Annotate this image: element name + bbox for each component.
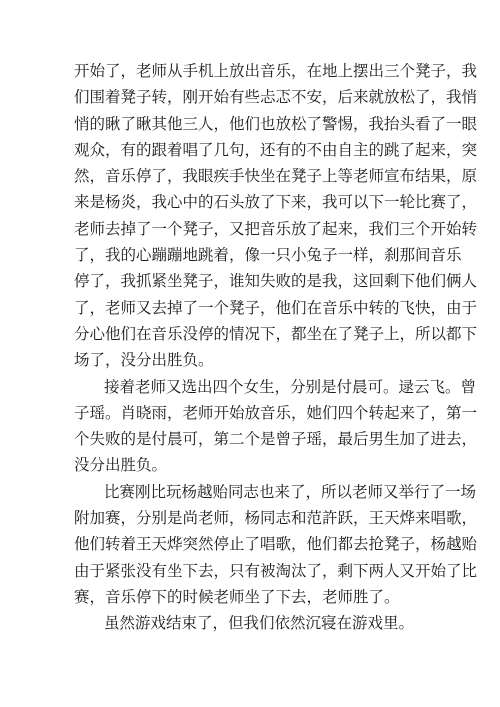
paragraph-3	[74, 479, 478, 610]
text-line: 了，老师又去掉了一个凳子，他们在音乐中转的飞快，由于	[74, 298, 478, 317]
text-line: 悄的瞅了瞅其他三人，他们也放松了警惕，我抬头看了一眼	[74, 114, 478, 133]
text-line: 由于紧张没有坐下去，只有被淘汰了，剩下两人又开始了比	[74, 561, 478, 580]
text-line: 附加赛，分别是尚老师，杨同志和范許跃，王天烨来唱歌，	[74, 509, 478, 528]
text-line: 子瑶。肖晓雨，老师开始放音乐，她们四个转起来了，第一	[74, 403, 478, 422]
text-line: 接着老师又选出四个女生，分别是付晨可。逯云飞。曾	[104, 377, 477, 396]
text-line: 观众，有的跟着唱了几句，还有的不由自主的跳了起来，突	[74, 140, 478, 159]
paragraph-1	[74, 58, 478, 374]
text-line: 赛，音乐停下的时候老师坐了下去，老师胜了。	[74, 587, 400, 606]
text-line: 们围着凳子转，刚开始有些忐忑不安，后来就放松了，我悄	[74, 88, 478, 107]
text-line: 个失败的是付晨可，第二个是曾子瑶，最后男生加了进去，	[74, 430, 478, 449]
text-line: 了，我的心蹦蹦地跳着，像一只小兔子一样，刹那间音乐	[74, 246, 462, 265]
text-line: 虽然游戏结束了，但我们依然沉寝在游戏里。	[104, 614, 415, 633]
text-line: 没分出胜负。	[74, 456, 168, 475]
paragraph-2	[74, 374, 478, 479]
text-line: 场了，没分出胜负。	[74, 351, 214, 370]
text-line: 他们转着王天烨突然停止了唱歌，他们都去抢凳子，杨越贻	[74, 535, 478, 554]
text-line: 老师去掉了一个凳子，又把音乐放了起来，我们三个开始转	[74, 219, 478, 238]
text-line: 停了，我抓紧坐凳子，谁知失败的是我，这回剩下他们俩人	[74, 272, 478, 291]
document-page	[74, 58, 478, 637]
text-line: 来是杨炎，我心中的石头放了下来，我可以下一轮比赛了，	[74, 193, 478, 212]
text-line: 开始了，老师从手机上放出音乐，在地上摆出三个凳子，我	[74, 62, 478, 80]
text-line: 比赛刚比玩杨越贻同志也来了，所以老师又举行了一场	[104, 482, 477, 501]
text-line: 分心他们在音乐没停的情况下，都坐在了凳子上，所以都下	[74, 324, 478, 343]
text-line: 然，音乐停了，我眼疾手快坐在凳子上等老师宣布结果，原	[74, 167, 478, 186]
paragraph-4	[74, 610, 434, 636]
